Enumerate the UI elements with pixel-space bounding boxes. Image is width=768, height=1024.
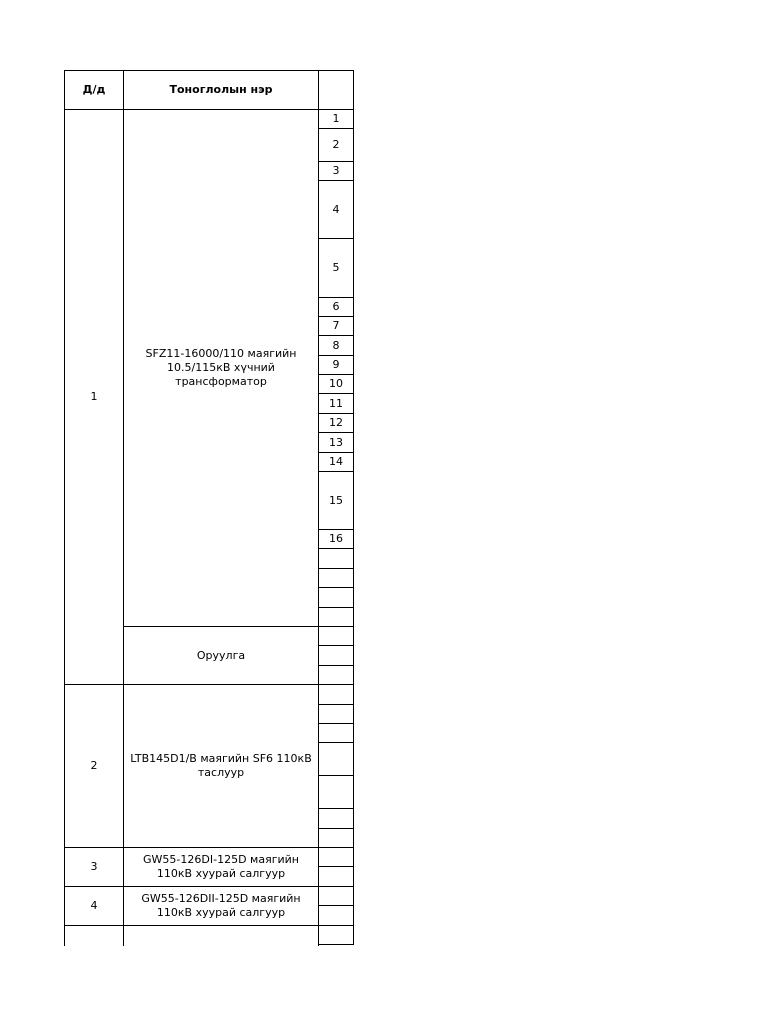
subitem-cell: 4 — [318, 180, 354, 239]
subitem-cell: 2 — [318, 128, 354, 162]
row-number-partial — [64, 925, 124, 946]
row-number-2: 2 — [64, 684, 124, 848]
subitem-cell — [318, 684, 354, 705]
subitem-cell — [318, 665, 354, 685]
row-number-3: 3 — [64, 847, 124, 887]
subitem-cell — [318, 828, 354, 848]
equipment-name-disconnector-1: GW55-126DI-125D маягийн 110кВ хуурай салгуур — [123, 847, 319, 887]
header-subitem — [318, 70, 354, 110]
subitem-cell — [318, 742, 354, 776]
subitem-cell — [318, 847, 354, 867]
subitem-cell: 15 — [318, 471, 354, 530]
equipment-name-disconnector-2: GW55-126DII-125D маягийн 110кВ хуурай салгуур — [123, 886, 319, 926]
row-number-4: 4 — [64, 886, 124, 926]
equipment-name-partial — [123, 925, 319, 946]
equipment-name-transformer: SFZ11-16000/110 маягийн 10.5/115кВ хүчний трансформатор — [123, 109, 319, 627]
row-number-1: 1 — [64, 109, 124, 685]
equipment-name-bushing: Оруулга — [123, 626, 319, 685]
subitem-cell: 11 — [318, 393, 354, 414]
subitem-cell — [318, 568, 354, 588]
subitem-cell — [318, 704, 354, 724]
subitem-cell: 8 — [318, 335, 354, 356]
subitem-cell — [318, 645, 354, 666]
subitem-cell — [318, 866, 354, 887]
subitem-cell — [318, 626, 354, 646]
subitem-cell: 14 — [318, 452, 354, 472]
subitem-cell — [318, 775, 354, 809]
subitem-cell: 6 — [318, 297, 354, 317]
subitem-cell: 16 — [318, 529, 354, 549]
subitem-cell — [318, 723, 354, 743]
subitem-cell — [318, 587, 354, 608]
subitem-cell: 10 — [318, 374, 354, 394]
header-equipment-name: Тоноглолын нэр — [123, 70, 319, 110]
subitem-cell: 5 — [318, 238, 354, 298]
subitem-cell: 12 — [318, 413, 354, 433]
subitem-cell — [318, 607, 354, 627]
subitem-cell — [318, 925, 354, 945]
header-number: Д/д — [64, 70, 124, 110]
equipment-name-circuit-breaker: LTB145D1/B маягийн SF6 110кВ таслуур — [123, 684, 319, 848]
subitem-cell: 7 — [318, 316, 354, 336]
subitem-cell: 9 — [318, 355, 354, 375]
subitem-cell: 13 — [318, 432, 354, 453]
subitem-cell — [318, 548, 354, 569]
subitem-cell — [318, 886, 354, 906]
subitem-cell: 3 — [318, 161, 354, 181]
subitem-cell: 1 — [318, 109, 354, 129]
subitem-cell — [318, 808, 354, 829]
subitem-cell — [318, 905, 354, 926]
